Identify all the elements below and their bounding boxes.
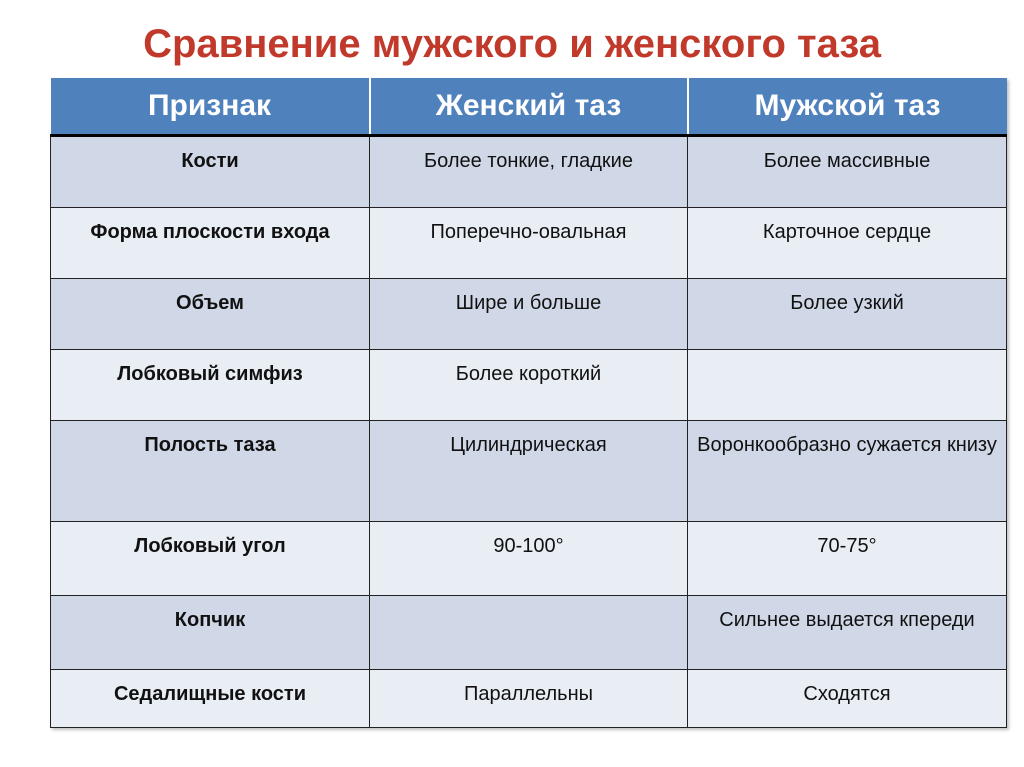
cell-feature: Полость таза (51, 421, 370, 522)
cell-male: Воронкообразно сужается книзу (688, 421, 1007, 522)
table-header-row (51, 78, 1007, 136)
cell-feature: Лобковый угол (51, 522, 370, 596)
table-row (51, 136, 1007, 208)
cell-female: 90-100° (370, 522, 688, 596)
cell-feature: Копчик (51, 596, 370, 670)
cell-female: Шире и больше (370, 279, 688, 350)
header-female-pelvis: Женский таз (370, 78, 688, 136)
table-row (51, 421, 1007, 522)
cell-feature: Объем (51, 279, 370, 350)
cell-female: Поперечно-овальная (370, 208, 688, 279)
table-row (51, 208, 1007, 279)
table-row (51, 279, 1007, 350)
cell-male: Более узкий (688, 279, 1007, 350)
cell-male: Сильнее выдается кпереди (688, 596, 1007, 670)
table-row (51, 670, 1007, 728)
cell-feature: Форма плоскости входа (51, 208, 370, 279)
table-row (51, 350, 1007, 421)
table-row (51, 596, 1007, 670)
cell-male: Более массивные (688, 136, 1007, 208)
cell-female: Более короткий (370, 350, 688, 421)
comparison-table (50, 78, 1007, 728)
cell-female: Параллельны (370, 670, 688, 728)
cell-female (370, 596, 688, 670)
page-title: Сравнение мужского и женского таза (143, 22, 881, 66)
table-row (51, 522, 1007, 596)
header-feature: Признак (51, 78, 370, 136)
cell-male (688, 350, 1007, 421)
header-male-pelvis: Мужской таз (688, 78, 1007, 136)
cell-male: Сходятся (688, 670, 1007, 728)
cell-male: 70-75° (688, 522, 1007, 596)
cell-feature: Кости (51, 136, 370, 208)
cell-female: Цилиндрическая (370, 421, 688, 522)
cell-feature: Седалищные кости (51, 670, 370, 728)
cell-feature: Лобковый симфиз (51, 350, 370, 421)
cell-male: Карточное сердце (688, 208, 1007, 279)
cell-female: Более тонкие, гладкие (370, 136, 688, 208)
